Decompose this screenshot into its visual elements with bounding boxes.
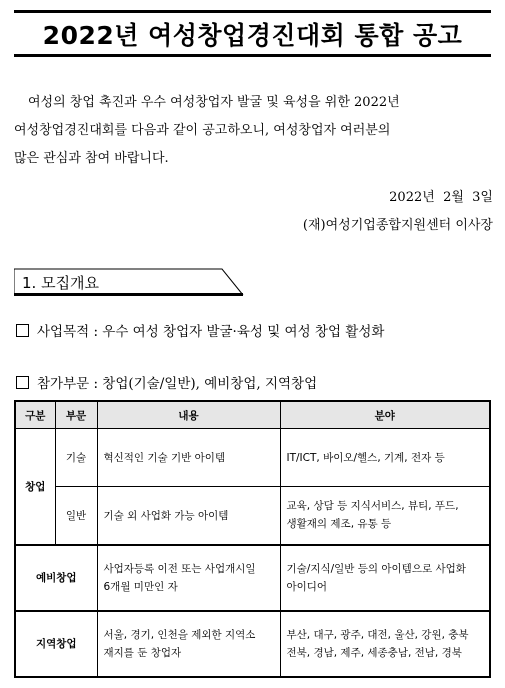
table-row bbox=[15, 487, 490, 545]
cell-pre-startup: 예비창업 bbox=[15, 545, 97, 611]
bullet-categories bbox=[16, 372, 317, 392]
header-division: 부문 bbox=[55, 401, 97, 429]
header-field: 분야 bbox=[280, 401, 490, 429]
cell-pre-field-line-1: 기술/지식/일반 등의 아이템으로 사업화 bbox=[286, 562, 466, 575]
categories-table bbox=[14, 400, 491, 678]
cell-general-field bbox=[280, 487, 490, 545]
bullet-categories-text: 참가부문 : 창업(기술/일반), 예비창업, 지역창업 bbox=[37, 376, 318, 392]
cell-pre-field-line-2: 아이디어 bbox=[286, 580, 328, 593]
cell-general-content: 기술 외 사업화 가능 아이템 bbox=[97, 487, 280, 545]
cell-local-field bbox=[280, 611, 490, 677]
section-heading bbox=[14, 268, 244, 296]
cell-general-field-line-1: 교육, 상담 등 지식서비스, 뷰티, 푸드, bbox=[286, 500, 459, 513]
table-header-row bbox=[15, 401, 490, 429]
bullet-purpose-text: 사업목적 : 우수 여성 창업자 발굴·육성 및 여성 창업 활성화 bbox=[37, 324, 385, 340]
cell-tech-content: 혁신적인 기술 기반 아이템 bbox=[97, 429, 280, 487]
cell-local-field-line-1: 부산, 대구, 광주, 대전, 울산, 강원, 충북 bbox=[286, 628, 469, 641]
cell-local-startup: 지역창업 bbox=[15, 611, 97, 677]
intro-line-2: 여성창업경진대회를 다음과 같이 공고하오니, 여성창업자 여러분의 bbox=[14, 123, 391, 138]
table-row bbox=[15, 429, 490, 487]
checkbox-square-icon bbox=[16, 324, 29, 337]
table-row bbox=[15, 611, 490, 677]
cell-pre-content-line-1: 사업자등록 이전 또는 사업개시일 bbox=[103, 562, 256, 575]
bullet-purpose bbox=[16, 320, 384, 340]
issuer: (재)여성기업종합지원센터 이사장 bbox=[302, 218, 493, 233]
checkbox-square-icon bbox=[16, 376, 29, 389]
cell-local-field-line-2: 전북, 경남, 제주, 세종충남, 전남, 경북 bbox=[286, 646, 462, 659]
cell-general-sub: 일반 bbox=[55, 487, 97, 545]
cell-pre-field bbox=[280, 545, 490, 611]
announcement-date: 2022년 2월 3일 bbox=[389, 190, 493, 205]
intro-line-1: 여성의 창업 촉진과 우수 여성창업자 발굴 및 육성을 위한 2022년 bbox=[28, 95, 400, 110]
cell-local-content bbox=[97, 611, 280, 677]
cell-tech-field: IT/ICT, 바이오/헬스, 기계, 전자 등 bbox=[280, 429, 490, 487]
announcement-title-bar bbox=[14, 10, 491, 57]
header-content: 내용 bbox=[97, 401, 280, 429]
cell-general-field-line-2: 생활재의 제조, 유통 등 bbox=[286, 518, 392, 531]
cell-local-content-line-2: 재지를 둔 창업자 bbox=[103, 646, 182, 659]
header-category: 구분 bbox=[15, 401, 55, 429]
table-row bbox=[15, 545, 490, 611]
intro-paragraph bbox=[14, 89, 494, 173]
cell-tech-sub: 기술 bbox=[55, 429, 97, 487]
cell-startup: 창업 bbox=[15, 429, 55, 545]
section-heading-label: 1. 모집개요 bbox=[22, 274, 100, 292]
page-title: 2022년 여성창업경진대회 통합 공고 bbox=[42, 20, 463, 50]
cell-local-content-line-1: 서울, 경기, 인천을 제외한 지역소 bbox=[103, 628, 256, 641]
cell-pre-content-line-2: 6개월 미만인 자 bbox=[103, 580, 178, 593]
intro-line-3: 많은 관심과 참여 바랍니다. bbox=[14, 151, 169, 166]
cell-pre-content bbox=[97, 545, 280, 611]
